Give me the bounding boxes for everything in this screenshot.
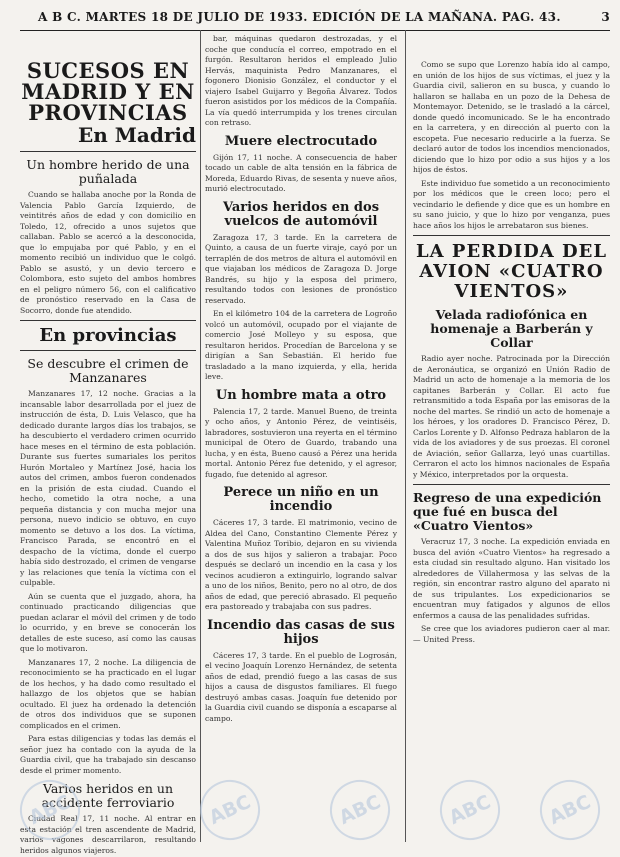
header-text: A B C. MARTES 18 DE JULIO DE 1933. EDICIÓN DE LA MAÑANA. PAG. 43. xyxy=(38,10,561,24)
article-subheadline: Velada radiofónica en homenaje a Barberán y Collar xyxy=(430,307,593,350)
article-headline: Perece un niño en un incendio xyxy=(223,485,379,514)
article-text: Radio ayer noche. Patrocinada por la Dirección de Aeronáutica, se organizó en Unión Radio de Madrid un acto de homenaje a la memoria de los capitanes Barberán y Collar. El acto fue retransmitido a toda España por las emisoras de la noche del martes. Se rindió un acto de homenaje a los héroes, y los oradores D. Francisco Pérez, D. Carlos Lorente y D. Alfonso Pedraza hablaron de la vida de los aviadores y de sus proezas. El coronel de Aviación, señor Gallarza, leyó unas cuartillas. Cerraron el acto los himnos nacionales de España y México, interpretados por la orquesta. xyxy=(413,354,610,479)
article-headline: Se descubre el crimen de Manzanares xyxy=(27,356,189,385)
article-headline: Incendio das casas de sus hijos xyxy=(207,617,395,647)
article-headline: Regreso de una expedición que fué en busca del «Cuatro Vientos» xyxy=(413,490,602,533)
article-text: Para estas diligencias y todas las demás el señor juez ha contado con la ayuda de la Guardia civil, que ha trabajado sin descanso desde el primer momento. xyxy=(20,734,196,775)
article-text: Cáceres 17, 3 tarde. En el pueblo de Logrosán, el vecino Joaquín Lorenzo Hernández, de setenta años de edad, prendió fuego a las casas de sus hijos a causa de disgustos familiares. El fuego destruyó ambas casas. Joaquín fue detenido por la Guardia civil cuando se disponía a escaparse al campo. xyxy=(205,650,397,723)
article-headline: Un hombre herido de una puñalada xyxy=(26,157,190,186)
divider xyxy=(413,235,610,236)
madrid-heading: En Madrid xyxy=(78,123,196,147)
page-marker: 3 xyxy=(601,10,610,24)
divider xyxy=(413,484,610,485)
article-text: Veracruz 17, 3 noche. La expedición enviada en busca del avión «Cuatro Vientos» ha regresado a esta ciudad sin resultado alguno. Han visitado los alrededores de Villahermosa y las selvas de la región, sin encontrar rastro alguno del aparato ni de sus tripulantes. Los expedicionarios se encuentran muy fatigados y algunos de ellos enfermos a causa de las penalidades sufridas. xyxy=(413,537,610,620)
article-text: Se cree que los aviadores pudieron caer al mar. — United Press. xyxy=(413,624,610,644)
abc-watermark-stamp: ABC xyxy=(320,770,400,850)
column-middle xyxy=(205,30,397,847)
column-left xyxy=(20,58,196,855)
article-headline: Varios heridos en un accidente ferroviario xyxy=(41,781,175,810)
divider xyxy=(20,320,196,321)
article-headline: Muere electrocutado xyxy=(224,133,378,149)
column-right xyxy=(413,60,610,847)
article-text: Cuando se hallaba anoche por la Ronda de Valencia Pablo García Izquierdo, de veintitrés años de edad y con domicilio en Toledo, 12, ofrecido a unos sujetos que callaban. Pablo se acercó a la desconocida, que lo empujaba por qué Pablo, y en el momento recibió un individuo que le colgó. Pablo se asustó, y un devio tercero e Colombora, esto sujeto del ambos hombres en el peligro número 56, con el calificativo de pronóstico reservado en la Casa de Socorro, donde fue atendido. xyxy=(20,190,196,315)
provinces-heading: En provincias xyxy=(39,325,177,346)
article-text: Este individuo fue sometido a un reconocimiento por los médicos que le creen loco; pero el vecindario le defiende y dice que es un hombre en su sano juicio, y que lo hizo por venganza, pues hace años los hijos le arrebataron sus bienes. xyxy=(413,178,610,230)
section-title: SUCESOS EN MADRID Y EN PROVINCIAS xyxy=(21,58,195,125)
article-text: Aún se cuenta que el juzgado, ahora, ha continuado practicando diligencias que puedan aclarar el móvil del crimen y de todo lo ocurrido, y en breve se conocerán los detalles de este suceso, así como las causas que lo motivaron. xyxy=(20,591,196,653)
article-text: Zaragoza 17, 3 tarde. En la carretera de Quinto, a causa de un fuerte viraje, cayó por un terraplén de dos metros de altura el automóvil en que viajaban los médicos de Zaragoza D. Jorge Bandrés, su hijo y la esposa del primero, resultando todos con lesiones de pronóstico reservado. xyxy=(205,232,397,305)
article-text: Como se supo que Lorenzo había ido al campo, en unión de los hijos de sus víctimas, el juez y la Guardia civil, salieron en su busca, y cuando lo hallaron se hallaba en un pozo de la Dehesa de Montemayor. Detenido, se le trasladó a la cárcel, donde quedó incomunicado. Se le ha encontrado en la carretera, y en dirección al puerto con la escopeta. Fue necesario reducirle a la fuerza. Se declaró autor de todos los incendios mencionados, diciendo que lo hizo por odio a sus hijos y a los hijos de éstos. xyxy=(413,60,610,174)
article-headline: Varios heridos en dos vuelcos de automóvil xyxy=(222,199,380,229)
article-text: Gijón 17, 11 noche. A consecuencia de haber tocado un cable de alta tensión en la fábrica de Moreda, Eduardo Rivas, de sesenta y nueve años, murió electrocutado. xyxy=(205,152,397,193)
article-headline: Un hombre mata a otro xyxy=(215,387,387,403)
article-text: bar, máquinas quedaron destrozadas, y el coche que conducía el correo, empotrado en el furgón. Resultaron heridos el empleado Julio Hervás, maquinista Pedro Manzanares, el fogonero Dionisio González, el conductor y el viajero Isabel Guijarro y Begoña Álvarez. Todos fueron asistidos por los médicos de la Compañía. La vía quedó interrumpida y los trenes circulan con retraso. xyxy=(205,34,397,127)
article-text: Palencia 17, 2 tarde. Manuel Bueno, de treinta y ocho años, y Antonio Pérez, de veintiséis, labradores, sostuvieron una reyerta en el término municipal de Otero de Guardo, trabando una lucha, y en ésta, Bueno causó a Pérez una herida mortal. Antonio Pérez fue detenido, y el agresor, fugado, fue detenido al agresor. xyxy=(205,406,397,479)
page-header xyxy=(38,10,610,28)
abc-watermark-stamp: ABC xyxy=(190,770,270,850)
divider xyxy=(20,350,196,351)
article-text: Manzanares 17, 12 noche. Gracias a la incansable labor desarrollada por el juez de instrucción de ésta, D. Luis Velasco, que ha dedicado durante largos días los trabajos, se ha descubierto el verdadero crimen ocurrido hace meses en el término de esta población. Durante sus fuertes sumariales los peritos Hurón Mortaleo y Martínez José, hacia los autos del crimen, ambos fueron condenados en la prisión de esta ciudad. Cuando el hecho, cometido la otra noche, a una pequeña distancia y con mucha mejor una persona, nuevo indicio se obtuvo, en cuyo momento se detuvo a los dos. La víctima, Francisco Parada, se encontró en el despacho de la víctima, donde el cuerpo había sido destrozado, el crimen de vengarse y las relaciones que tenía la víctima con el culpable. xyxy=(20,389,196,587)
column-divider-1 xyxy=(200,30,201,842)
abc-watermark-stamp: ABC xyxy=(530,770,610,850)
divider xyxy=(20,151,196,152)
column-divider-2 xyxy=(405,30,406,842)
article-text: Ciudad Real 17, 11 noche. Al entrar en esta estación el tren ascendente de Madrid, varios vagones descarrilaron, resultando heridos algunos viajeros. xyxy=(20,814,196,855)
abc-watermark-stamp: ABC xyxy=(10,770,90,850)
abc-watermark-stamp: ABC xyxy=(430,770,510,850)
article-text: Cáceres 17, 3 tarde. El matrimonio, vecino de Aldea del Cano, Constantino Clemente Pérez y Valentina Muñoz Toribio, dejaron en su vivienda a dos de sus hijos y salieron a trabajar. Poco después se declaró un incendio en la casa y los vecinos acudieron a extinguirlo, logrando salvar a uno de los niños, Benito, pero no al otro, de dos años de edad, que pereció abrasado. El pequeño era pastoreado y trabajaba con sus padres. xyxy=(205,518,397,611)
article-text: Manzanares 17, 2 noche. La diligencia de reconocimiento se ha practicado en el lugar de los hechos, y ha dado como resultado el hallazgo de los objetos que se habían ocultado. El juez ha ordenado la detención de otros dos individuos que se suponen complicados en el crimen. xyxy=(20,657,196,730)
article-headline: LA PERDIDA DEL AVION «CUATRO VIENTOS» xyxy=(416,241,607,302)
article-text: En el kilómetro 104 de la carretera de Logroño volcó un automóvil, ocupado por el viajante de comercio José Molleyo y su esposa, que resultaron heridos. Procedían de Barcelona y se dirigían a San Sebastián. El herido fue trasladado a la mano izquierda, y ella, herida leve. xyxy=(205,309,397,381)
